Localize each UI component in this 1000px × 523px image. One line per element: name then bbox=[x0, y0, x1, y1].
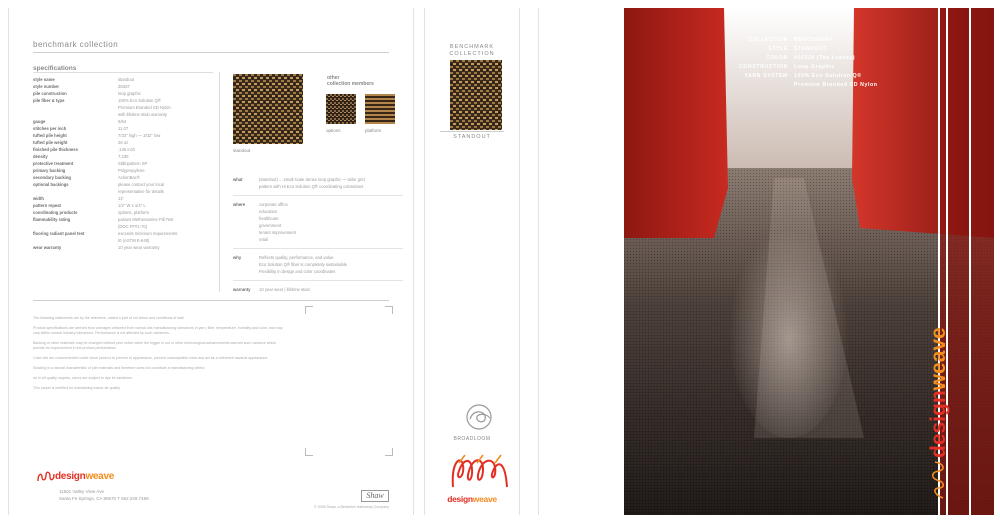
collection-title: benchmark collection bbox=[33, 40, 119, 49]
svg-text:designweave: designweave bbox=[927, 327, 950, 458]
spec-label: wear warranty bbox=[33, 245, 62, 250]
divider bbox=[233, 280, 403, 281]
spec-value: 10 year wear warranty bbox=[118, 245, 160, 250]
spec-row bbox=[33, 83, 213, 90]
spec-row bbox=[33, 188, 213, 195]
spec-label bbox=[33, 223, 118, 230]
spec-value: standout bbox=[118, 77, 135, 82]
designweave-logo: design weave bbox=[37, 470, 114, 482]
spec-label: tufted pile height bbox=[33, 133, 67, 138]
spec-row bbox=[33, 195, 213, 202]
spec-row bbox=[33, 90, 213, 97]
designweave-wordmark: designweave bbox=[447, 494, 497, 504]
disclaimer-paragraph: Product specifications are derived from averages obtained from normal lots manufacturing tolerances in yarn, fiber, temperature, humidity and color, and may vary within normal industry tolerances. Performance is not affected by such variances. bbox=[33, 326, 283, 335]
other-members-heading: other collection members bbox=[327, 75, 374, 87]
spec-label: density bbox=[33, 154, 48, 159]
cover-spec-value: STANDOUT bbox=[794, 46, 828, 52]
spec-label: secondary backing bbox=[33, 175, 71, 180]
cover-spec-value: Premium Branded SD Nylon bbox=[794, 82, 878, 88]
address: 11501 Valley View Ave Santa Fe Springs, CA 90670 T 562.229.7459 bbox=[59, 489, 149, 501]
disclaimer-paragraph: Backing or other materials may be changed without prior notice when the bigger in our or other technological advancements warrant such variance which provide for improvement in the product performance. bbox=[33, 341, 277, 350]
broadloom-label: BROADLOOM bbox=[453, 436, 491, 442]
spec-row bbox=[33, 118, 213, 125]
description-line: government bbox=[259, 223, 282, 228]
spec-label bbox=[33, 104, 118, 111]
divider bbox=[33, 300, 389, 301]
spine-panel bbox=[424, 8, 520, 515]
disclaimer-paragraph: This carpet is certified for maintaining indoor air quality. bbox=[33, 386, 121, 390]
cover-spec-value: 100% Eco Solution Q® bbox=[794, 73, 862, 79]
spec-value: 26 oz bbox=[118, 140, 129, 145]
crop-mark bbox=[385, 448, 393, 456]
spec-value: 100% Eco Solution Q® bbox=[118, 98, 161, 103]
cover-spec-value: BENCHMARK bbox=[794, 37, 834, 43]
description-line: healthcare bbox=[259, 216, 279, 221]
spec-value: exceeds minimum requirements bbox=[118, 231, 178, 236]
spec-label bbox=[33, 188, 118, 195]
spec-value: .136 inch bbox=[118, 147, 135, 152]
description-line: Eco Solution Q® fiber is completely sustainable bbox=[259, 262, 348, 267]
spec-row bbox=[33, 167, 213, 174]
spec-row bbox=[33, 125, 213, 132]
product-description bbox=[233, 176, 403, 293]
spec-row bbox=[33, 244, 213, 251]
description-row bbox=[233, 254, 403, 275]
crop-mark bbox=[305, 306, 313, 314]
crop-mark bbox=[385, 306, 393, 314]
carpet-swatch-options bbox=[326, 94, 356, 124]
broadloom-icon bbox=[463, 402, 495, 432]
spec-value: with lifetime stain warranty bbox=[118, 112, 168, 117]
description-label: where bbox=[233, 202, 246, 207]
spec-row bbox=[33, 139, 213, 146]
spec-value: loop graphic bbox=[118, 91, 141, 96]
disclaimer-paragraph: As in all quality carpets, colors are subject to dye lot variations. bbox=[33, 376, 133, 380]
carpet-swatch-platform bbox=[365, 94, 395, 124]
divider bbox=[233, 248, 403, 249]
shaw-logo: Shaw bbox=[361, 490, 389, 502]
spec-label: flammability rating bbox=[33, 217, 71, 222]
spec-value: I0 (ASTM E-648) bbox=[118, 238, 150, 243]
spec-label: optional backings bbox=[33, 182, 69, 187]
spec-label: finished pile thickness bbox=[33, 147, 78, 152]
swatch-caption: standout bbox=[233, 148, 251, 153]
spec-value: 12' bbox=[118, 196, 124, 201]
spec-row bbox=[33, 209, 213, 216]
spec-value: 5/64 bbox=[118, 119, 127, 124]
cover-spec-value: #00328 (Tea Leaves) bbox=[794, 55, 856, 61]
description-label: warranty bbox=[233, 287, 251, 292]
spec-row bbox=[33, 132, 213, 139]
description-line: Reflects quality, performance, and value bbox=[259, 255, 334, 260]
spec-value: Premium Branded SD Nylon bbox=[118, 105, 171, 110]
spec-label: pile construction bbox=[33, 91, 67, 96]
spine-style-name: STANDOUT bbox=[453, 134, 491, 140]
spec-value: 1/2" W x 1/4" L bbox=[118, 203, 146, 208]
cover-spec-label bbox=[724, 81, 794, 90]
spec-value: 7/32" high — 3/32" low bbox=[118, 133, 161, 138]
designweave-vertical-logo bbox=[905, 276, 950, 501]
description-line: tenant improvement bbox=[259, 230, 297, 235]
carpet-swatch-standout bbox=[233, 74, 303, 144]
spec-row bbox=[33, 202, 213, 209]
spec-label: width bbox=[33, 196, 44, 201]
spec-label: flooring radiant panel test bbox=[33, 231, 85, 236]
spec-label: pattern repeat bbox=[33, 203, 61, 208]
cover-spec-label: COLOR bbox=[766, 55, 788, 61]
specifications-heading: specifications bbox=[33, 65, 77, 72]
cover-spec-label: YARN SYSTEM bbox=[744, 73, 788, 79]
spec-value: options, platform bbox=[118, 210, 149, 215]
cover-spec-list bbox=[724, 36, 914, 90]
cover-spec-row bbox=[724, 63, 914, 72]
spec-label: style number bbox=[33, 84, 60, 89]
description-line: corporate office bbox=[259, 202, 288, 207]
spec-sheet-panel bbox=[8, 8, 414, 515]
spec-value: Polypropylene bbox=[118, 168, 145, 173]
specifications-list bbox=[33, 76, 213, 251]
spec-label: pile fiber & type bbox=[33, 98, 65, 103]
divider bbox=[233, 195, 403, 196]
cover-spec-row bbox=[724, 45, 914, 54]
spec-row bbox=[33, 104, 213, 111]
cover-panel bbox=[624, 8, 994, 515]
spec-value: 7,230 bbox=[118, 154, 129, 159]
description-line: retail bbox=[259, 237, 269, 242]
description-row bbox=[233, 201, 403, 243]
carpet-swatch-standout bbox=[450, 60, 502, 130]
cover-spec-label: COLLECTION bbox=[748, 37, 788, 43]
disclaimer-text bbox=[33, 316, 283, 396]
spec-row bbox=[33, 237, 213, 244]
spec-label: primary backing bbox=[33, 168, 66, 173]
spec-row bbox=[33, 216, 213, 223]
spec-row bbox=[33, 160, 213, 167]
disclaimer-paragraph: Shading is a natural characteristic of pile materials and therefore does not constitute a manufacturing defect. bbox=[33, 366, 206, 370]
spec-row bbox=[33, 174, 213, 181]
cover-spec-row bbox=[724, 72, 914, 81]
cover-spec-label: CONSTRUCTION bbox=[739, 64, 788, 70]
swatch-caption: platform bbox=[365, 128, 382, 133]
spec-label: protective treatment bbox=[33, 161, 74, 166]
cover-spec-row bbox=[724, 54, 914, 63]
description-line: Flexibility in design and color coordinates bbox=[259, 269, 336, 274]
cover-spec-row bbox=[724, 36, 914, 45]
spec-value: representative for details bbox=[118, 189, 164, 194]
spec-label: style name bbox=[33, 77, 55, 82]
vertical-divider bbox=[219, 72, 220, 292]
description-line: (standout) ... small scale dense loop graphic — tailor grid bbox=[259, 177, 365, 182]
spec-label bbox=[33, 111, 118, 118]
spec-value: Z6357 bbox=[118, 84, 130, 89]
spec-label: tufted pile weight bbox=[33, 140, 68, 145]
divider bbox=[33, 72, 213, 73]
spec-row bbox=[33, 111, 213, 118]
vertical-stripe bbox=[969, 8, 971, 515]
spec-row bbox=[33, 146, 213, 153]
spec-value: ActionBac® bbox=[118, 175, 140, 180]
description-row bbox=[233, 286, 403, 293]
spec-value: please contact your local bbox=[118, 182, 165, 187]
divider bbox=[440, 131, 504, 132]
description-line: pattern with Hi Eco Solution Q® coordinating colorations bbox=[259, 184, 364, 189]
disclaimer-paragraph: Color lots are recommended under close product to prevent to appearance, prevent unacceptable wear and act as a reference towards appearance. bbox=[33, 356, 269, 360]
copyright: © 2006 Shaw, a Berkshire Hathaway Company bbox=[314, 505, 389, 509]
spec-value: 11.07 bbox=[118, 126, 129, 131]
description-label: what bbox=[233, 177, 243, 182]
description-label: why bbox=[233, 255, 242, 260]
swatch-caption: options bbox=[326, 128, 341, 133]
spec-label: coordinating products bbox=[33, 210, 78, 215]
description-line: education bbox=[259, 209, 278, 214]
spine-collection-title: BENCHMARK COLLECTION bbox=[449, 44, 495, 57]
spec-row bbox=[33, 223, 213, 230]
spec-value: passes Methenamine Pill Test bbox=[118, 217, 174, 222]
cover-spec-row bbox=[724, 81, 914, 90]
spec-value: Ståinpattern SP bbox=[118, 161, 148, 166]
divider bbox=[33, 52, 389, 53]
description-row bbox=[233, 176, 403, 190]
spec-label: stitches per inch bbox=[33, 126, 67, 131]
spec-row bbox=[33, 153, 213, 160]
cover-spec-label: STYLE bbox=[768, 46, 788, 52]
spec-row bbox=[33, 97, 213, 104]
description-line: 10 year wear | lifetime stain bbox=[259, 287, 310, 292]
cover-spec-value: Loop Graphic bbox=[794, 64, 835, 70]
cover-margin bbox=[538, 8, 624, 515]
spec-row bbox=[33, 181, 213, 188]
crop-mark bbox=[305, 448, 313, 456]
spec-label: gauge bbox=[33, 119, 46, 124]
disclaimer-paragraph: The following statements are by the reference, stated a part of our terms and conditions of sale. bbox=[33, 316, 185, 320]
designweave-mark-icon bbox=[445, 451, 515, 491]
spec-row bbox=[33, 230, 213, 237]
designweave-mark-icon bbox=[37, 470, 55, 482]
spec-value: (DOC FF#1-70) bbox=[118, 224, 148, 229]
spec-label bbox=[33, 237, 118, 244]
spec-row bbox=[33, 76, 213, 83]
